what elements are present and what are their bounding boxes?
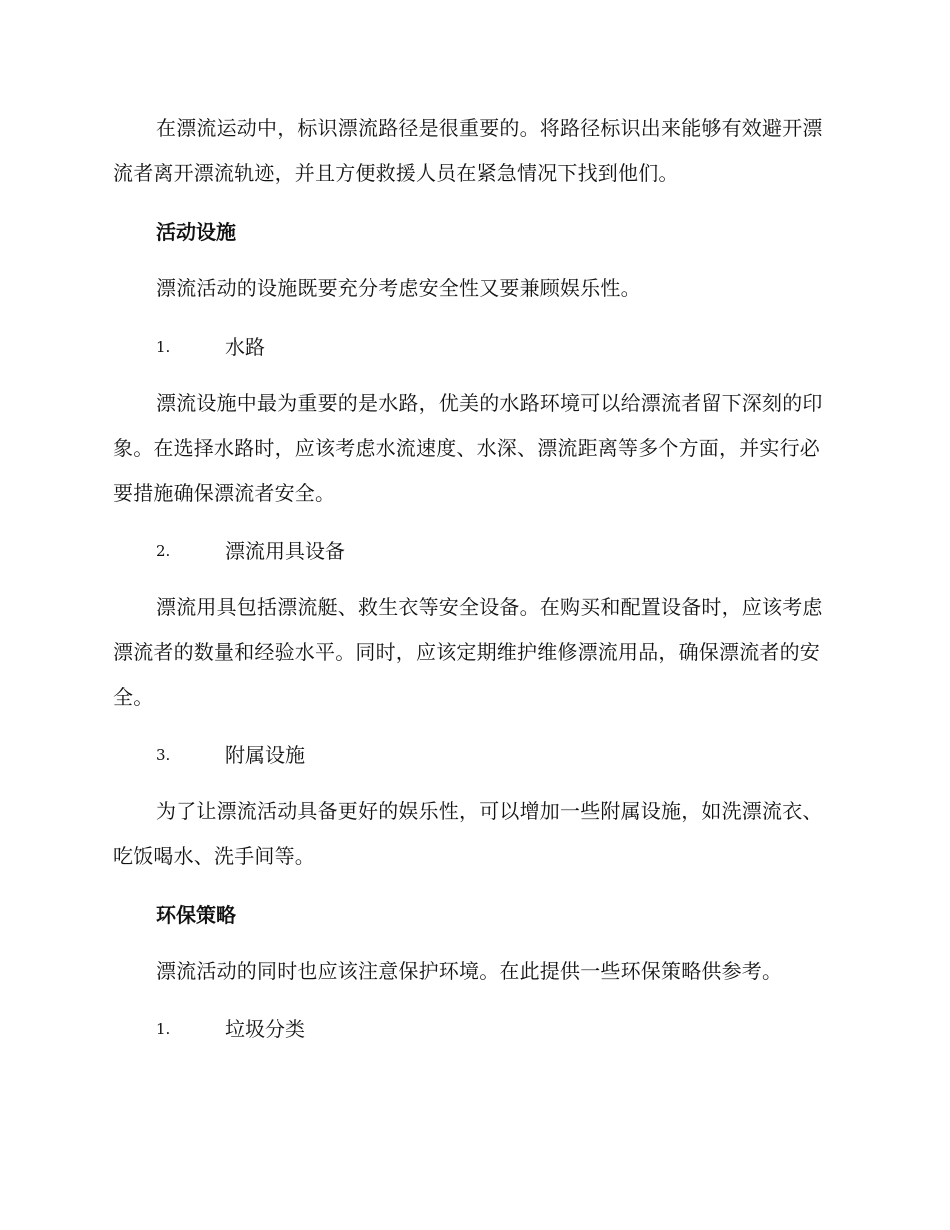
ancillary-paragraph: 为了让漂流活动具备更好的娱乐性，可以增加一些附属设施，如洗漂流衣、吃饭喝水、洗手间等。 — [113, 799, 823, 868]
list-item-ancillary — [156, 740, 756, 770]
list-number: 1. — [156, 1020, 171, 1038]
waterway-paragraph: 漂流设施中最为重要的是水路，优美的水路环境可以给漂流者留下深刻的印象。在选择水路时，应该考虑水流速度、水深、漂流距离等多个方面，并实行必要措施确保漂流者安全。 — [113, 391, 823, 505]
list-title: 漂流用具设备 — [225, 539, 345, 563]
list-title: 垃圾分类 — [225, 1017, 305, 1041]
list-title: 水路 — [225, 335, 265, 359]
section-heading-facilities: 活动设施 — [156, 220, 236, 244]
list-item-waterway — [156, 332, 756, 362]
list-number: 2. — [156, 542, 171, 560]
section-heading-environment: 环保策略 — [156, 903, 236, 927]
list-number: 3. — [156, 746, 171, 764]
equipment-paragraph: 漂流用具包括漂流艇、救生衣等安全设备。在购买和配置设备时，应该考虑漂流者的数量和经验水平。同时，应该定期维护维修漂流用品，确保漂流者的安全。 — [113, 595, 823, 709]
list-number: 1. — [156, 338, 171, 356]
list-item-equipment — [156, 536, 756, 566]
environment-intro: 漂流活动的同时也应该注意保护环境。在此提供一些环保策略供参考。 — [156, 959, 783, 983]
list-title: 附属设施 — [225, 743, 305, 767]
list-item-waste-sorting — [156, 1014, 756, 1044]
intro-paragraph: 在漂流运动中，标识漂流路径是很重要的。将路径标识出来能够有效避开漂流者离开漂流轨迹，并且方便救援人员在紧急情况下找到他们。 — [113, 116, 823, 185]
facilities-intro: 漂流活动的设施既要充分考虑安全性又要兼顾娱乐性。 — [156, 276, 641, 300]
